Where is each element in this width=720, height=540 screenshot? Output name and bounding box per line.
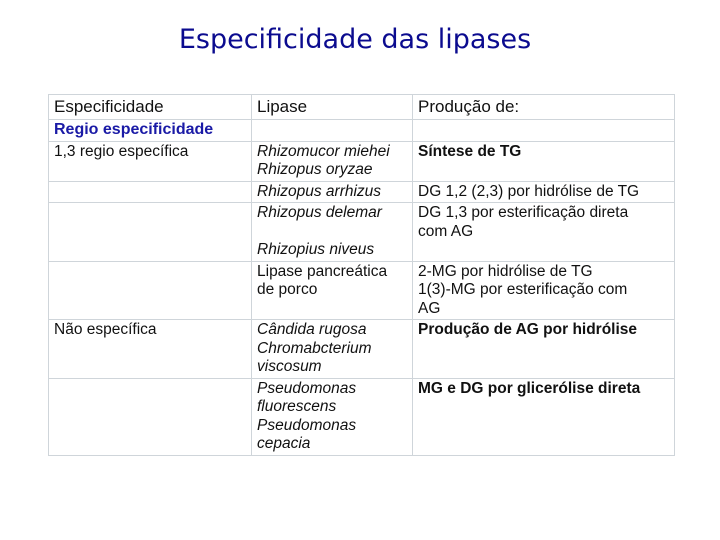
specificity-cell xyxy=(49,378,252,455)
lipase-name: Rhizopus delemar xyxy=(257,204,382,221)
production-cell xyxy=(413,141,675,181)
production-text: Síntese de TG xyxy=(418,142,522,160)
specificity-cell xyxy=(49,261,252,320)
table-row xyxy=(49,181,675,203)
production-cell xyxy=(413,203,675,262)
lipase-name: Chromabcterium xyxy=(257,339,372,357)
subheader-regio xyxy=(49,120,252,142)
header-producao: Produção de: xyxy=(413,95,675,120)
table-subheader-row xyxy=(49,120,675,142)
production-text: DG 1,2 (2,3) por hidrólise de TG xyxy=(418,182,640,200)
table-row xyxy=(49,261,675,320)
lipase-cell xyxy=(252,320,413,379)
production-text: DG 1,3 por esterificação direta xyxy=(418,204,629,221)
header-lipase: Lipase xyxy=(252,95,413,120)
lipase-cell xyxy=(252,261,413,320)
lipase-name: fluorescens xyxy=(257,398,337,415)
table-row xyxy=(49,141,675,181)
lipase-name: Pseudomonas xyxy=(257,416,357,434)
specificity-cell xyxy=(49,181,252,203)
lipase-name: Cândida rugosa xyxy=(257,321,367,338)
table-row xyxy=(49,203,675,262)
production-text: AG xyxy=(418,299,441,317)
production-text: 2-MG por hidrólise de TG xyxy=(418,262,593,280)
subheader-empty-cell xyxy=(252,120,413,142)
production-text: 1(3)-MG por esterificação com xyxy=(418,281,628,298)
header-especificidade: Especificidade xyxy=(49,95,252,120)
lipase-name: de porco xyxy=(257,281,318,298)
lipase-name: Rhizopus arrhizus xyxy=(257,182,382,200)
specificity-cell: Não específica xyxy=(49,320,252,379)
production-text: MG e DG por glicerólise direta xyxy=(418,379,641,397)
lipase-cell xyxy=(252,378,413,455)
table-row xyxy=(49,320,675,379)
lipase-specificity-table xyxy=(48,94,674,456)
production-cell xyxy=(413,320,675,379)
lipase-name: Rhizopus oryzae xyxy=(257,161,373,178)
lipase-name: viscosum xyxy=(257,358,322,375)
production-text: Produção de AG por hidrólise xyxy=(418,321,638,338)
specificity-cell: 1,3 regio específica xyxy=(49,141,252,181)
subheader-empty-cell xyxy=(413,120,675,142)
lipase-name: cepacia xyxy=(257,435,311,452)
production-cell xyxy=(413,181,675,203)
lipase-name: Pseudomonas xyxy=(257,379,357,397)
lipase-cell xyxy=(252,141,413,181)
lipase-name: Lipase pancreática xyxy=(257,262,388,280)
specificity-cell xyxy=(49,203,252,262)
slide-title: Especificidade das lipases xyxy=(178,24,532,55)
subheader-regio-label: Regio especificidade xyxy=(54,121,214,138)
lipase-spacer xyxy=(257,223,408,242)
table-header-row xyxy=(49,95,675,120)
production-cell xyxy=(413,261,675,320)
lipase-cell xyxy=(252,203,413,262)
lipase-name: Rhizomucor miehei xyxy=(257,142,390,160)
lipase-name: Rhizopius niveus xyxy=(257,241,375,258)
production-text: com AG xyxy=(418,222,474,240)
production-cell xyxy=(413,378,675,455)
table-row xyxy=(49,378,675,455)
lipase-cell xyxy=(252,181,413,203)
